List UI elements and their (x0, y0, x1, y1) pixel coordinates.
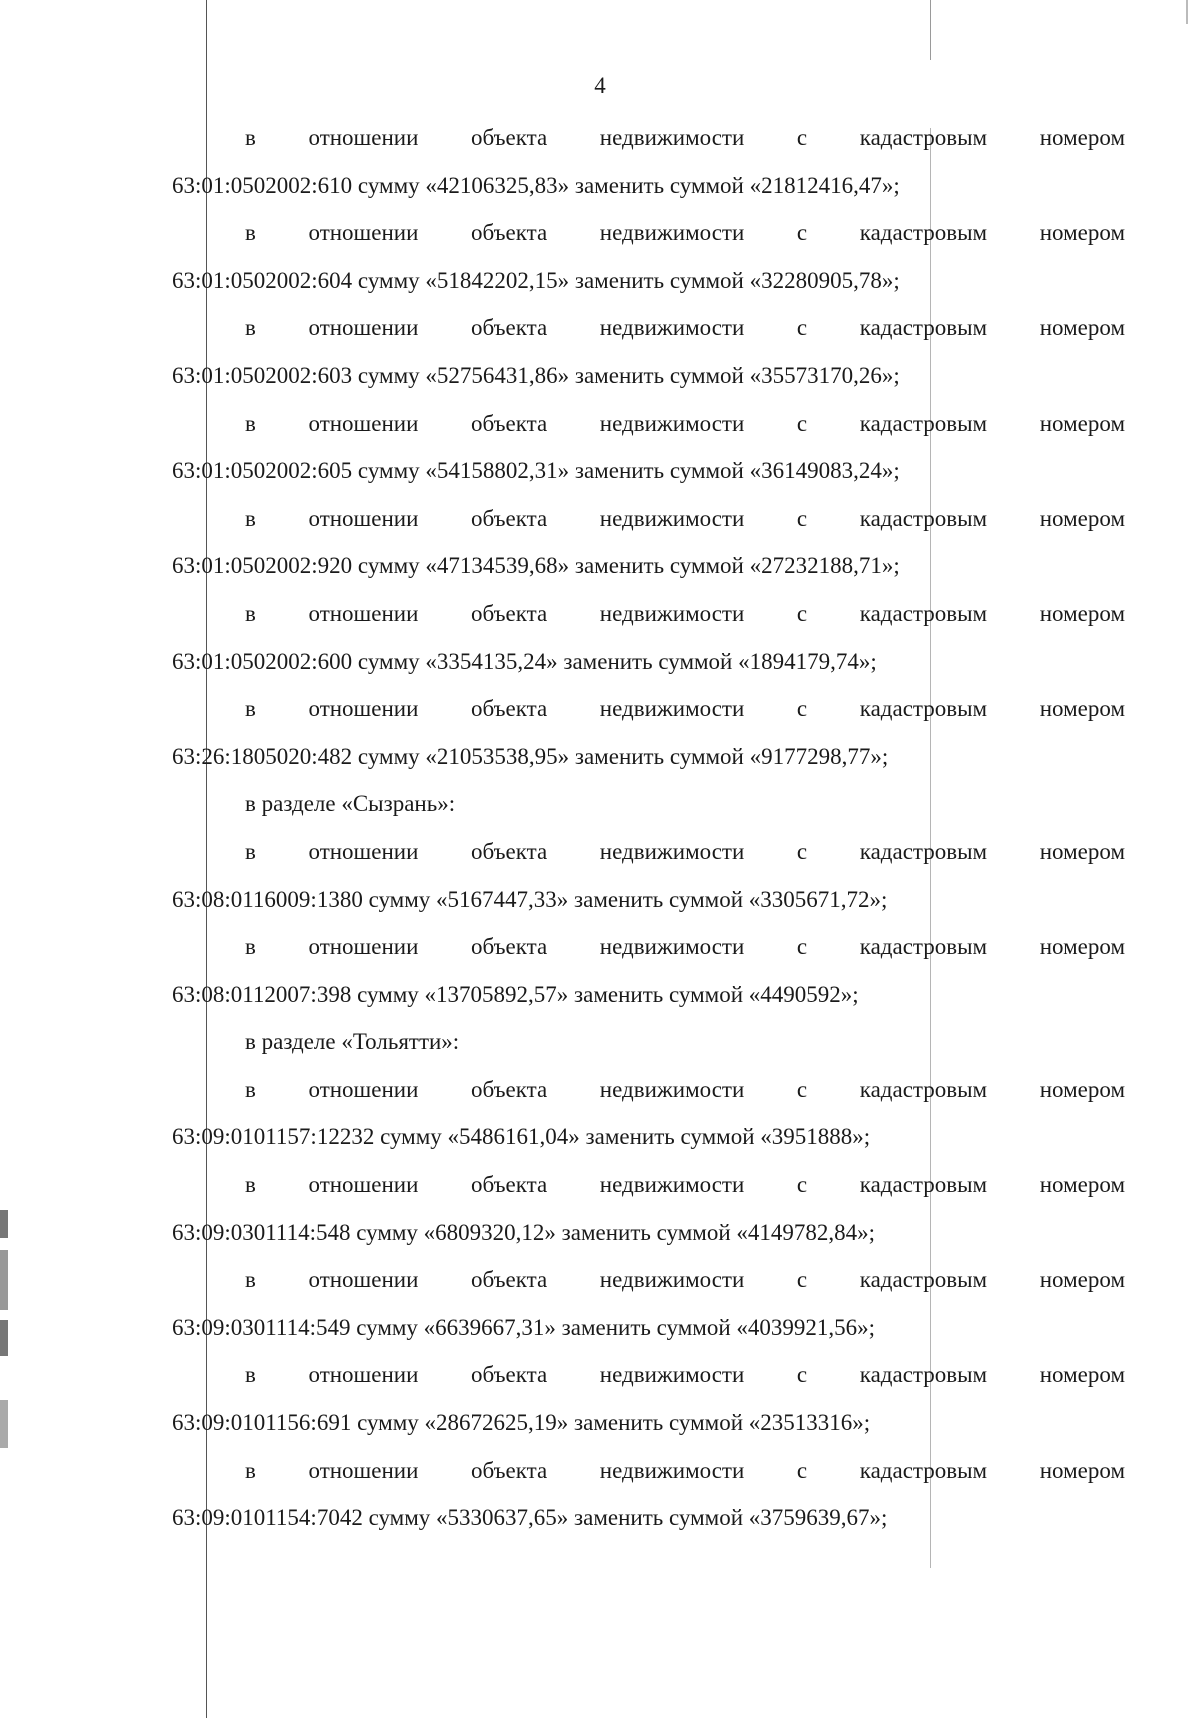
scan-corner-mark (1186, 0, 1188, 24)
paragraph-continuation-line: 63:09:0101154:7042 сумму «5330637,65» заменить суммой «3759639,67»; (172, 1505, 888, 1531)
paragraph-lead-line: в отношении объекта недвижимости с кадастровым номером (245, 125, 1125, 150)
paragraph-lead-line: в отношении объекта недвижимости с кадастровым номером (245, 410, 1125, 436)
paragraph-continuation-line: 63:09:0101157:12232 сумму «5486161,04» заменить суммой «3951888»; (172, 1124, 871, 1150)
paragraph-continuation-line: 63:09:0301114:549 сумму «6639667,31» заменить суммой «4039921,56»; (172, 1314, 876, 1340)
scan-edge-mark (0, 1210, 8, 1238)
scan-edge-mark (0, 1400, 8, 1448)
paragraph-continuation-line: 63:01:0502002:603 сумму «52756431,86» заменить суммой «35573170,26»; (172, 362, 900, 388)
paragraph-lead-line: в отношении объекта недвижимости с кадастровым номером (245, 1362, 1125, 1388)
paragraph-continuation-line: 63:01:0502002:604 сумму «51842202,15» заменить суммой «32280905,78»; (172, 267, 900, 293)
scan-edge-mark (0, 1250, 8, 1310)
section-heading: в разделе «Тольятти»: (245, 1029, 460, 1055)
paragraph-lead-line: в отношении объекта недвижимости с кадастровым номером (245, 838, 1125, 864)
paragraph-continuation-line: 63:08:0112007:398 сумму «13705892,57» заменить суммой «4490592»; (172, 981, 859, 1007)
scan-edge-mark (0, 1320, 8, 1356)
paragraph-continuation-line: 63:01:0502002:605 сумму «54158802,31» заменить суммой «36149083,24»; (172, 458, 900, 484)
paragraph-continuation-line: 63:01:0502002:610 сумму «42106325,83» заменить суммой «21812416,47»; (172, 172, 900, 198)
paragraph-lead-line: в отношении объекта недвижимости с кадастровым номером (245, 1172, 1125, 1198)
paragraph-lead-line: в отношении объекта недвижимости с кадастровым номером (245, 505, 1125, 531)
paragraph-continuation-line: 63:01:0502002:600 сумму «3354135,24» заменить суммой «1894179,74»; (172, 648, 877, 674)
paragraph-continuation-line: 63:08:0116009:1380 сумму «5167447,33» заменить суммой «3305671,72»; (172, 886, 888, 912)
document-body (172, 114, 1125, 1542)
paragraph-lead-line: в отношении объекта недвижимости с кадастровым номером (245, 1076, 1125, 1102)
section-heading: в разделе «Сызрань»: (245, 791, 456, 817)
paragraph-lead-line: в отношении объекта недвижимости с кадастровым номером (245, 1457, 1125, 1483)
paragraph-continuation-line: 63:26:1805020:482 сумму «21053538,95» заменить суммой «9177298,77»; (172, 743, 889, 769)
paragraph-lead-line: в отношении объекта недвижимости с кадастровым номером (245, 1267, 1125, 1293)
page-number: 4 (594, 73, 606, 98)
paragraph-continuation-line: 63:09:0101156:691 сумму «28672625,19» заменить суммой «23513316»; (172, 1410, 871, 1436)
paragraph-lead-line: в отношении объекта недвижимости с кадастровым номером (245, 600, 1125, 626)
paragraph-continuation-line: 63:01:0502002:920 сумму «47134539,68» заменить суммой «27232188,71»; (172, 553, 900, 579)
paragraph-lead-line: в отношении объекта недвижимости с кадастровым номером (245, 220, 1125, 246)
paragraph-continuation-line: 63:09:0301114:548 сумму «6809320,12» заменить суммой «4149782,84»; (172, 1219, 876, 1245)
paragraph-lead-line: в отношении объекта недвижимости с кадастровым номером (245, 934, 1125, 960)
paragraph-lead-line: в отношении объекта недвижимости с кадастровым номером (245, 315, 1125, 341)
paragraph-lead-line: в отношении объекта недвижимости с кадастровым номером (245, 696, 1125, 722)
scan-fold-line (930, 0, 931, 60)
